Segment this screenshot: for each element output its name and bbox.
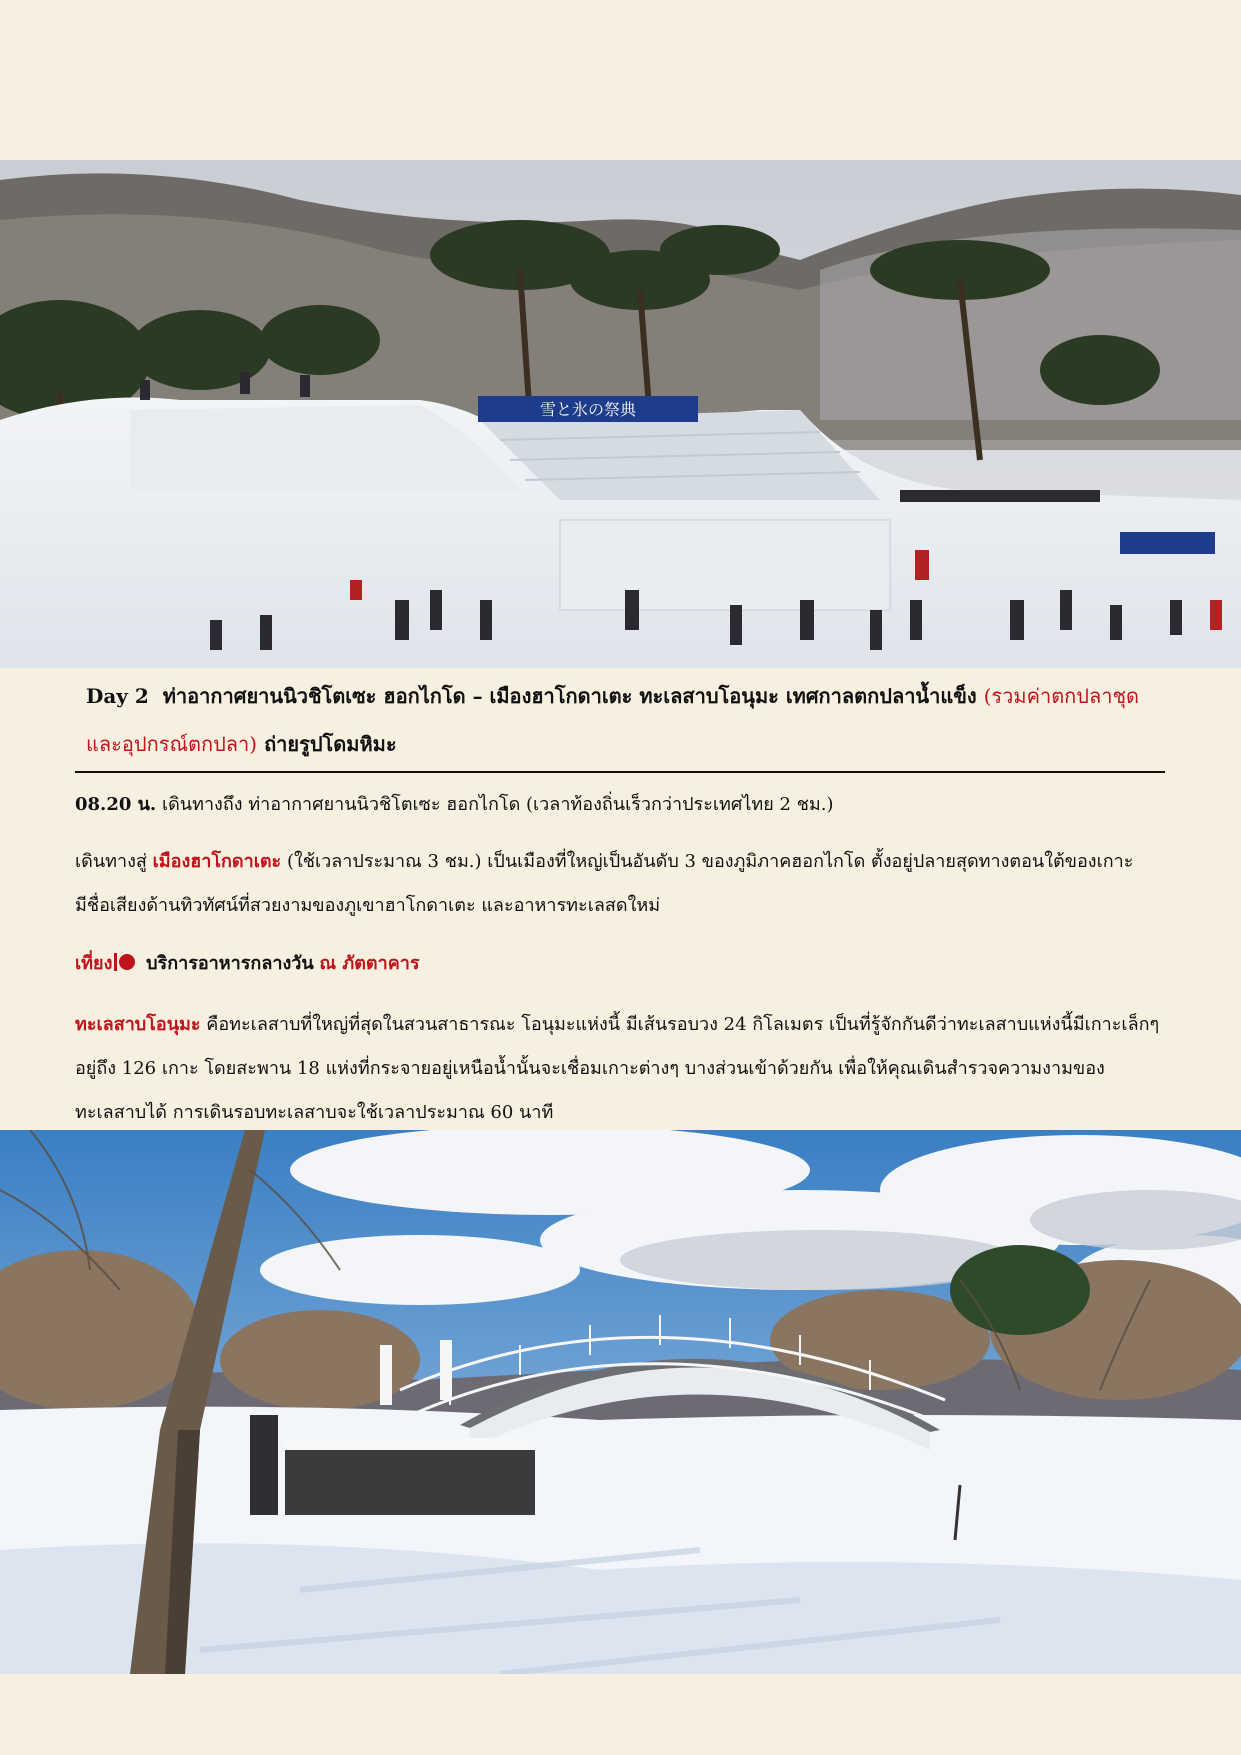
arrival-text: เดินทางถึง ท่าอากาศยานนิวชิโตเซะ ฮอกไกโด (เวลาท้องถิ่นเร็วกว่าประเทศไทย 2 ชม.)	[161, 794, 834, 815]
day-label: Day 2	[86, 684, 149, 708]
lunch-paragraph	[75, 942, 1165, 986]
onuma-lake-bridge-photo	[0, 1130, 1241, 1674]
lunch-place: ณ ภัตตาคาร	[319, 953, 420, 974]
arrival-time: 08.20 น.	[75, 794, 157, 815]
day-title: ท่าอากาศยานนิวชิโตเซะ ฮอกไกโด – เมืองฮาโกดาเตะ ทะเลสาบโอนุมะ เทศกาลตกปลาน้ำแข็ง	[162, 684, 977, 708]
snow-festival-photo	[0, 160, 1241, 668]
festival-banner-text: 雪と氷の祭典	[539, 400, 637, 419]
lunch-label: เที่ยง	[75, 953, 113, 974]
day-heading	[86, 672, 1166, 768]
lake-paragraph	[75, 1003, 1165, 1135]
meal-icon	[114, 953, 136, 971]
arrival-paragraph	[75, 783, 1165, 827]
travel-text: (ใช้เวลาประมาณ 3 ชม.) เป็นเมืองที่ใหญ่เป็นอันดับ 3 ของภูมิภาคฮอกไกโด ตั้งอยู่ปลายสุดทางตอนใต้ของเกาะ มีชื่อเสียงด้านทิวทัศน์ที่สวยงามของภูเขาฮาโกดาเตะ และอาหารทะเลสดใหม่	[75, 851, 1134, 916]
lake-name: ทะเลสาบโอนุมะ	[75, 1014, 201, 1035]
travel-place: เมืองฮาโกดาเตะ	[152, 851, 282, 872]
day-title-note: (รวมค่าตกปลาชุดและอุปกรณ์ตกปลา)	[86, 684, 1140, 756]
travel-paragraph	[75, 840, 1165, 928]
day-title-tail: ถ่ายรูปโดมหิมะ	[264, 732, 397, 756]
travel-prefix: เดินทางสู่	[75, 851, 147, 872]
lunch-text: บริการอาหารกลางวัน	[146, 953, 314, 974]
lake-text: คือทะเลสาบที่ใหญ่ที่สุดในสวนสาธารณะ โอนุมะแห่งนี้ มีเส้นรอบวง 24 กิโลเมตร เป็นที่รู้จักกันดีว่าทะเลสาบแห่งนี้มีเกาะเล็กๆ อยู่ถึง 126 เกาะ โดยสะพาน 18 แห่งที่กระจายอยู่เหนือน้ำนั้นจะเชื่อมเกาะต่างๆ บางส่วนเข้าด้วยกัน เพื่อให้คุณเดินสำรวจความงามของทะเลสาบได้ การเดินรอบทะเลสาบจะใช้เวลาประมาณ 60 นาที	[75, 1014, 1160, 1123]
heading-divider	[75, 771, 1165, 773]
